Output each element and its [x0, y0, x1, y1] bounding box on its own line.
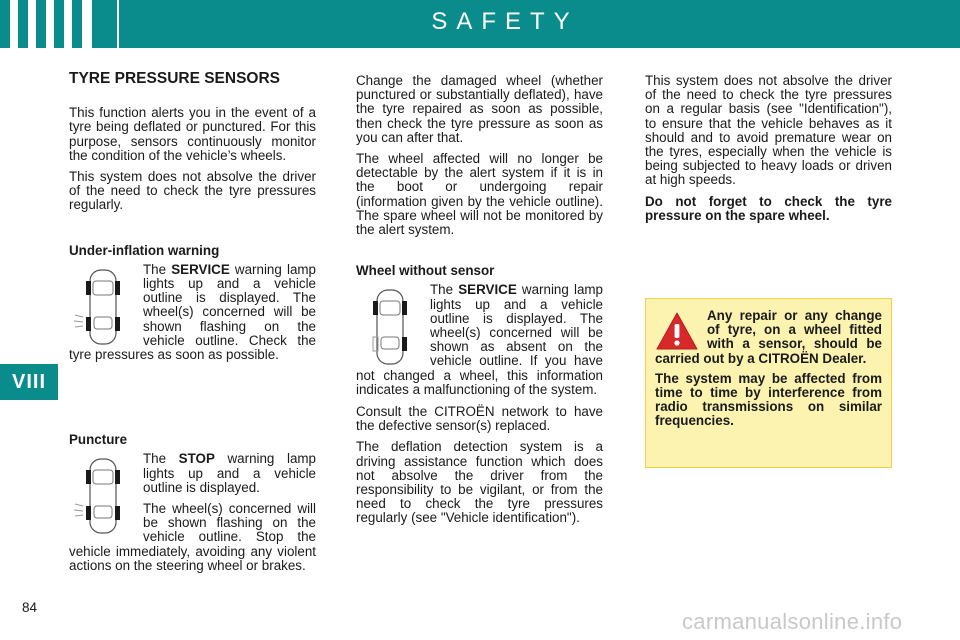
- car-outline-absent-wheel-icon: [356, 287, 422, 367]
- car-outline-flashing-icon: [69, 267, 135, 347]
- under-text-post: warning lamp lights up and a vehicle outline is displayed. The wheel(s) concerned will be shown flashing on the vehicle outline. Check the tyre pressures as soon as possible.: [69, 261, 317, 363]
- puncture-paragraph-2: The wheel(s) concerned will be shown flashing on the vehicle outline. Stop the vehicle immediately, avoiding any violent actions on the steering wheel or brakes.: [69, 501, 316, 573]
- warning-box: [645, 298, 892, 468]
- column-1: [69, 72, 316, 580]
- section-heading: TYRE PRESSURE SENSORS: [69, 70, 281, 87]
- sensor-text-post: warning lamp lights up and a vehicle outline is displayed. The wheel(s) concerned will be shown as absent on the vehicle outline. If you have not changed a wheel, this information indicates a malfunctioning of the system.: [356, 282, 604, 397]
- chapter-tab: VIII: [0, 364, 58, 400]
- absolve-driver-paragraph: This system does not absolve the driver of the need to check the tyre pressures on a regular basis (see "Identification"), to ensure that the vehicle behaves as it should and to avoid premature wear on the tyres, especially when the vehicle is being subjected to heavy loads or driven at high speeds.: [645, 73, 892, 188]
- wheel-without-sensor-block: [356, 283, 603, 397]
- intro-paragraph-2: This system does not absolve the driver of the need to check the tyre pressures regularly.: [69, 169, 316, 213]
- stop-label: STOP: [178, 451, 215, 467]
- under-inflation-heading: Under-inflation warning: [69, 242, 220, 258]
- puncture-text-post: warning lamp lights up and a vehicle outline is displayed.: [143, 451, 316, 495]
- column-2: [356, 74, 603, 533]
- under-text-pre: The: [143, 261, 172, 277]
- intro-paragraph-1: This function alerts you in the event of a tyre being deflated or punctured. For this purpose, sensors continuously monitor the condition of the vehicle’s wheels.: [69, 105, 316, 163]
- page-number: 84: [22, 600, 38, 615]
- service-label: SERVICE: [171, 261, 230, 277]
- sensor-text-pre: The: [430, 282, 459, 298]
- service-label-2: SERVICE: [458, 282, 517, 298]
- column-3: [645, 74, 892, 230]
- wheel-affected-paragraph: The wheel affected will no longer be detectable by the alert system if it is in the boot or undergoing repair (information given by the vehicle outline). The spare wheel will not be monitored by the alert system.: [356, 151, 603, 238]
- car-outline-puncture-icon: [69, 456, 135, 536]
- warning-repair-text: Any repair or any change of tyre, on a wheel fitted with a sensor, should be carried out by a CITROËN Dealer.: [655, 308, 882, 366]
- warning-triangle-icon: [655, 311, 699, 351]
- consult-network-paragraph: Consult the CITROËN network to have the defective sensor(s) replaced.: [356, 404, 603, 434]
- puncture-text-pre: The: [143, 451, 179, 467]
- watermark: carmanualsonline.info: [682, 609, 903, 634]
- header-band: [0, 0, 960, 48]
- deflation-detection-paragraph: The deflation detection system is a driving assistance function which does not absolve the driver from the responsibility to be vigilant, or from the need to check the tyre pressures regularly (see "Vehicle identification").: [356, 439, 603, 526]
- spare-wheel-reminder: Do not forget to check the tyre pressure on the spare wheel.: [645, 193, 892, 223]
- wheel-without-sensor-heading: Wheel without sensor: [356, 263, 495, 279]
- under-inflation-block: [69, 263, 316, 362]
- puncture-heading: Puncture: [69, 432, 128, 448]
- puncture-block: [69, 452, 316, 573]
- change-wheel-paragraph: Change the damaged wheel (whether punctured or substantially deflated), have the tyre repaired as soon as possible, then check the tyre pressure as soon as you can after that.: [356, 73, 603, 145]
- page-title: SAFETY: [431, 8, 579, 35]
- warning-interference-text: The system may be affected from time to time by interference from radio transmissions on similar frequencies.: [655, 370, 882, 429]
